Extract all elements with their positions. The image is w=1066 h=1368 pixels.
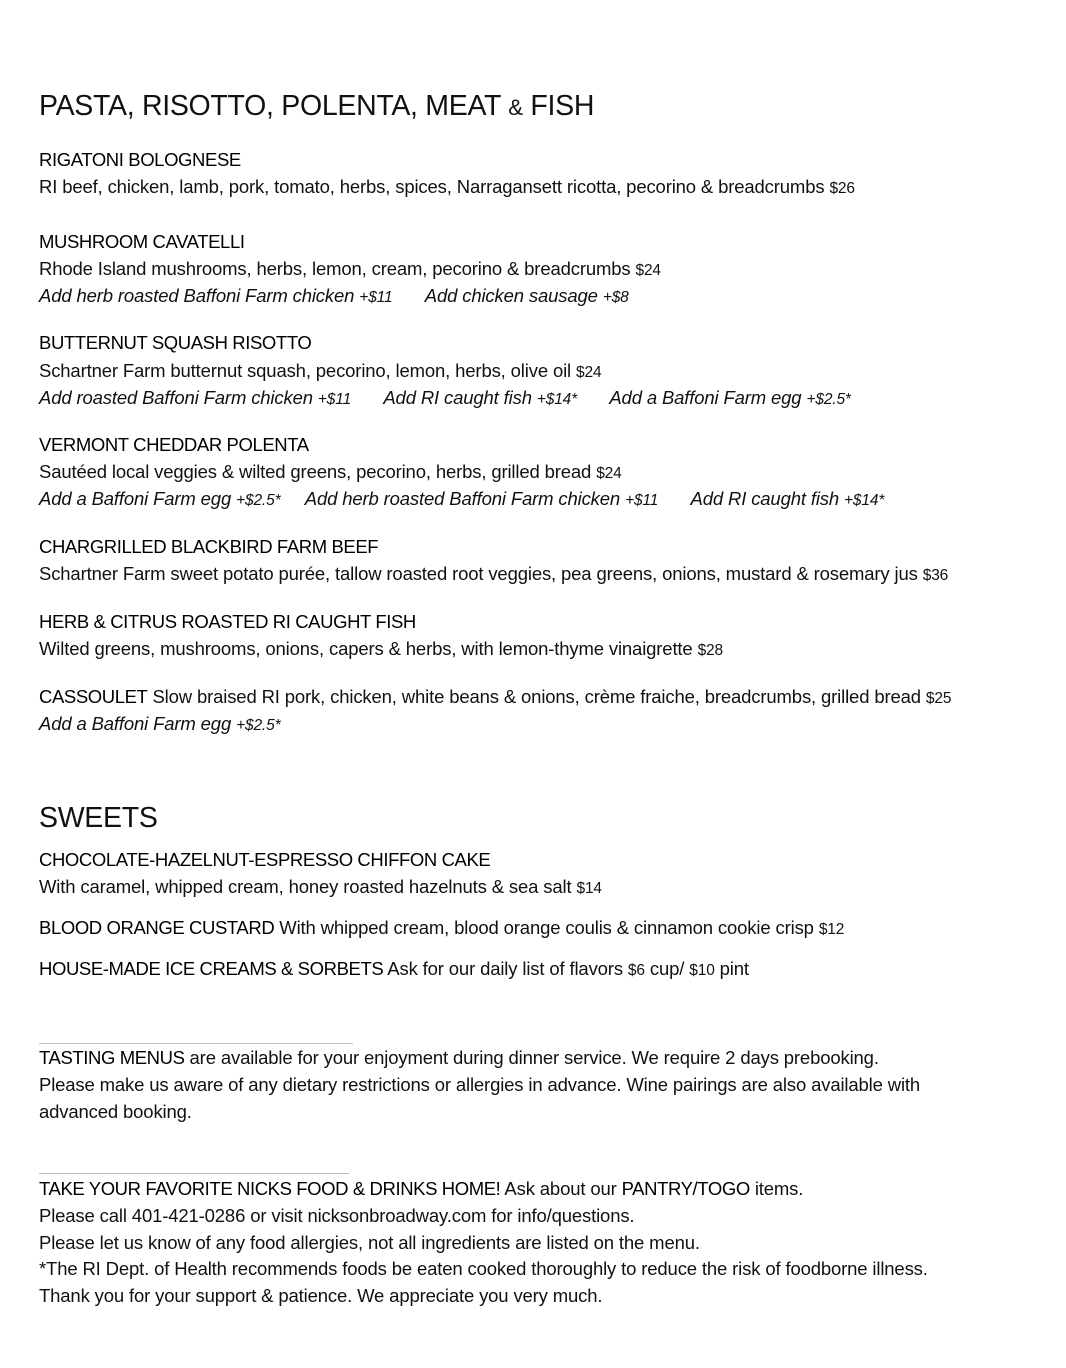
item-price: $36 [922,567,949,584]
addons-line [39,285,629,307]
item-name: MUSHROOM CAVATELLI [39,231,245,252]
item-name: VERMONT CHEDDAR POLENTA [39,434,309,455]
footer-line-2: Please call 401-421-0286 or visit nicksonbroadway.com for info/questions. [39,1205,635,1226]
description-text: Schartner Farm butternut squash, pecorino, lemon, herbs, olive oil [39,360,572,381]
addon-price: +$11 [625,492,659,509]
item-description [39,876,602,898]
heading-part: FISH [530,90,595,122]
description-text: Sautéed local veggies & wilted greens, pecorino, herbs, grilled bread [39,461,592,482]
item-price: $6 [627,962,645,979]
item-name: BLOOD ORANGE CUSTARD [39,917,275,938]
footer-text: items. [754,1178,804,1199]
addon-price: +$2.5* [236,492,281,509]
price-unit: cup/ [649,958,685,979]
item-description [39,638,723,660]
footer-line-5: Thank you for your support & patience. We appreciate you very much. [39,1285,603,1306]
addon-price: +$11 [317,391,352,408]
item-price: $24 [596,465,622,482]
divider [39,1173,349,1174]
addon-label: Add chicken sausage [424,285,598,306]
tasting-line-3: advanced booking. [39,1101,192,1122]
addon-price: +$2.5* [236,717,281,734]
item-price: $24 [576,364,602,381]
item-name: CHOCOLATE-HAZELNUT-ESPRESSO CHIFFON CAKE [39,849,491,870]
tasting-line-1 [39,1047,879,1069]
item-price: $25 [925,690,952,707]
divider [39,1043,353,1044]
description-text: Rhode Island mushrooms, herbs, lemon, cream, pecorino & breadcrumbs [39,258,631,279]
footer-pantry: PANTRY/TOGO [621,1178,750,1199]
addon-label: Add a Baffoni Farm egg [39,488,232,509]
description-text: Slow braised RI pork, chicken, white beans & onions, crème fraiche, breadcrumbs, grilled bread [152,686,921,707]
tasting-line-2: Please make us aware of any dietary restrictions or allergies in advance. Wine pairings are also available with [39,1074,921,1095]
footer-line-4: *The RI Dept. of Health recommends foods be eaten cooked thoroughly to reduce the risk of foodborne illness. [39,1258,928,1279]
heading-part: PASTA, RISOTTO, POLENTA, MEAT [39,90,501,122]
footer-text: Ask about our [504,1178,617,1199]
item-name: CASSOULET [39,686,148,707]
item-price: $10 [689,962,715,979]
addon-price: +$2.5* [806,391,851,408]
item-description [39,958,749,980]
item-description [39,686,951,708]
description-text: With whipped cream, blood orange coulis & cinnamon cookie crisp [279,917,814,938]
section-heading-pasta [39,90,594,123]
item-name: HERB & CITRUS ROASTED RI CAUGHT FISH [39,611,416,632]
item-description [39,176,855,198]
item-price: $12 [818,921,845,938]
tasting-lead: TASTING MENUS [39,1047,185,1068]
addon-label: Add herb roasted Baffoni Farm chicken [39,285,355,306]
section-heading-sweets: SWEETS [39,802,158,834]
description-text: Ask for our daily list of flavors [387,958,623,979]
item-description [39,461,622,483]
item-description [39,360,601,382]
addons-line [39,713,280,735]
addon-price: +$11 [359,289,393,306]
item-price: $28 [697,642,723,659]
price-unit: pint [719,958,749,979]
heading-amp: & [508,95,523,120]
addon-label: Add a Baffoni Farm egg [609,387,802,408]
item-name: CHARGRILLED BLACKBIRD FARM BEEF [39,536,379,557]
item-name: RIGATONI BOLOGNESE [39,149,241,170]
addon-label: Add RI caught fish [690,488,840,509]
footer-line-3: Please let us know of any food allergies, not all ingredients are listed on the menu. [39,1232,700,1253]
addon-label: Add roasted Baffoni Farm chicken [39,387,313,408]
description-text: RI beef, chicken, lamb, pork, tomato, herbs, spices, Narragansett ricotta, pecorino & breadcrumbs [39,176,825,197]
description-text: Schartner Farm sweet potato purée, tallow roasted root veggies, pea greens, onions, mustard & rosemary jus [39,563,918,584]
addons-line [39,488,884,510]
item-price: $14 [576,880,602,897]
item-description [39,258,661,280]
item-description [39,917,844,939]
item-description [39,563,948,585]
item-price: $24 [635,262,661,279]
footer-line-1 [39,1178,803,1200]
addon-price: +$8 [602,289,629,306]
addon-label: Add a Baffoni Farm egg [39,713,232,734]
item-price: $26 [829,180,855,197]
addon-label: Add RI caught fish [383,387,532,408]
item-name: BUTTERNUT SQUASH RISOTTO [39,332,312,353]
addon-price: +$14* [844,492,885,509]
footer-lead: TAKE YOUR FAVORITE NICKS FOOD & DRINKS HOME! [39,1178,501,1199]
description-text: With caramel, whipped cream, honey roasted hazelnuts & sea salt [39,876,572,897]
item-name: HOUSE-MADE ICE CREAMS & SORBETS [39,958,384,979]
tasting-text: are available for your enjoyment during dinner service. We require 2 days prebooking. [189,1047,879,1068]
addons-line [39,387,851,409]
addon-price: +$14* [536,391,578,408]
addon-label: Add herb roasted Baffoni Farm chicken [304,488,621,509]
description-text: Wilted greens, mushrooms, onions, capers & herbs, with lemon-thyme vinaigrette [39,638,693,659]
